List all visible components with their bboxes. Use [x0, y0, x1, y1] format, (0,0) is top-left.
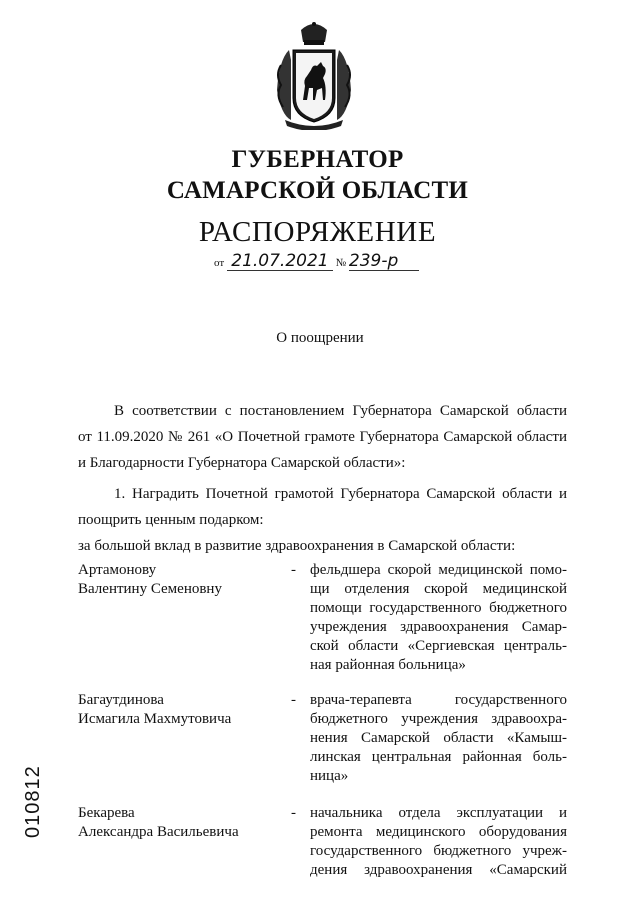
text-line: щи отделения скорой медицинской [310, 581, 567, 597]
text-line: поощрить ценным подарком: [78, 512, 264, 528]
number-value: 239-р [349, 252, 419, 271]
given-names: Александра Васильевича [78, 824, 239, 840]
text-line: ской области «Сергиевская централь- [310, 638, 567, 654]
text-line: врача-терапевта государственного [310, 692, 567, 708]
issuer-region: САМАРСКОЙ ОБЛАСТИ [166, 177, 469, 204]
issuer-title: ГУБЕРНАТОР [231, 146, 404, 173]
text-line: бюджетного учреждения здравоохра- [310, 711, 567, 727]
separator-dash: - [291, 805, 296, 821]
given-names: Валентину Семеновну [78, 581, 222, 597]
date-prefix: от [214, 257, 225, 269]
surname: Артамонову [78, 562, 157, 578]
blank-serial-number: 010812 [22, 765, 44, 838]
text-line: помощи государственного бюджетного [310, 600, 567, 616]
surname: Бекарева [78, 805, 135, 821]
text-line: за большой вклад в развитие здравоохранения в Самарской области: [78, 538, 516, 554]
awardee-position [310, 561, 567, 675]
text-line: начальника отдела эксплуатации и [310, 805, 567, 821]
text-line: дения здравоохранения «Самарский [310, 862, 567, 878]
text-line: ная районная больница» [310, 657, 466, 673]
preamble-paragraph [78, 398, 567, 476]
text-line: линская центральная районная боль- [310, 749, 567, 765]
samara-coat-of-arms-icon [271, 20, 357, 130]
separator-dash: - [291, 692, 296, 708]
text-line: ремонта медицинского оборудования [310, 824, 567, 840]
reason-paragraph [78, 533, 567, 559]
surname: Багаутдинова [78, 692, 164, 708]
date-value: 21.07.2021 [227, 252, 333, 271]
text-line: нения Самарской области «Камыш- [310, 730, 567, 746]
date-number-line [214, 252, 419, 271]
given-names: Исмагила Махмутовича [78, 711, 232, 727]
awardee-position [310, 804, 567, 880]
document-type: РАСПОРЯЖЕНИЕ [198, 216, 437, 248]
text-line: В соответствии с постановлением Губернатора Самарской области [114, 403, 567, 419]
number-prefix: № [335, 257, 347, 269]
text-line: и Благодарности Губернатора Самарской области»: [78, 455, 406, 471]
awardee-position [310, 691, 567, 786]
text-line: учреждения здравоохранения Самар- [310, 619, 567, 635]
text-line: от 11.09.2020 № 261 «О Почетной грамоте Губернатора Самарской области [78, 429, 567, 445]
text-line: государственного бюджетного учреж- [310, 843, 567, 859]
awardee-name [78, 804, 278, 842]
text-line: 1. Наградить Почетной грамотой Губернатора Самарской области и [114, 486, 567, 502]
item-1-paragraph [78, 481, 567, 533]
text-line: фельдшера скорой медицинской помо- [310, 562, 567, 578]
awardee-name [78, 691, 278, 729]
separator-dash: - [291, 562, 296, 578]
text-line: ница» [310, 768, 349, 784]
document-subject: О поощрении [276, 330, 364, 346]
awardee-name [78, 561, 278, 599]
